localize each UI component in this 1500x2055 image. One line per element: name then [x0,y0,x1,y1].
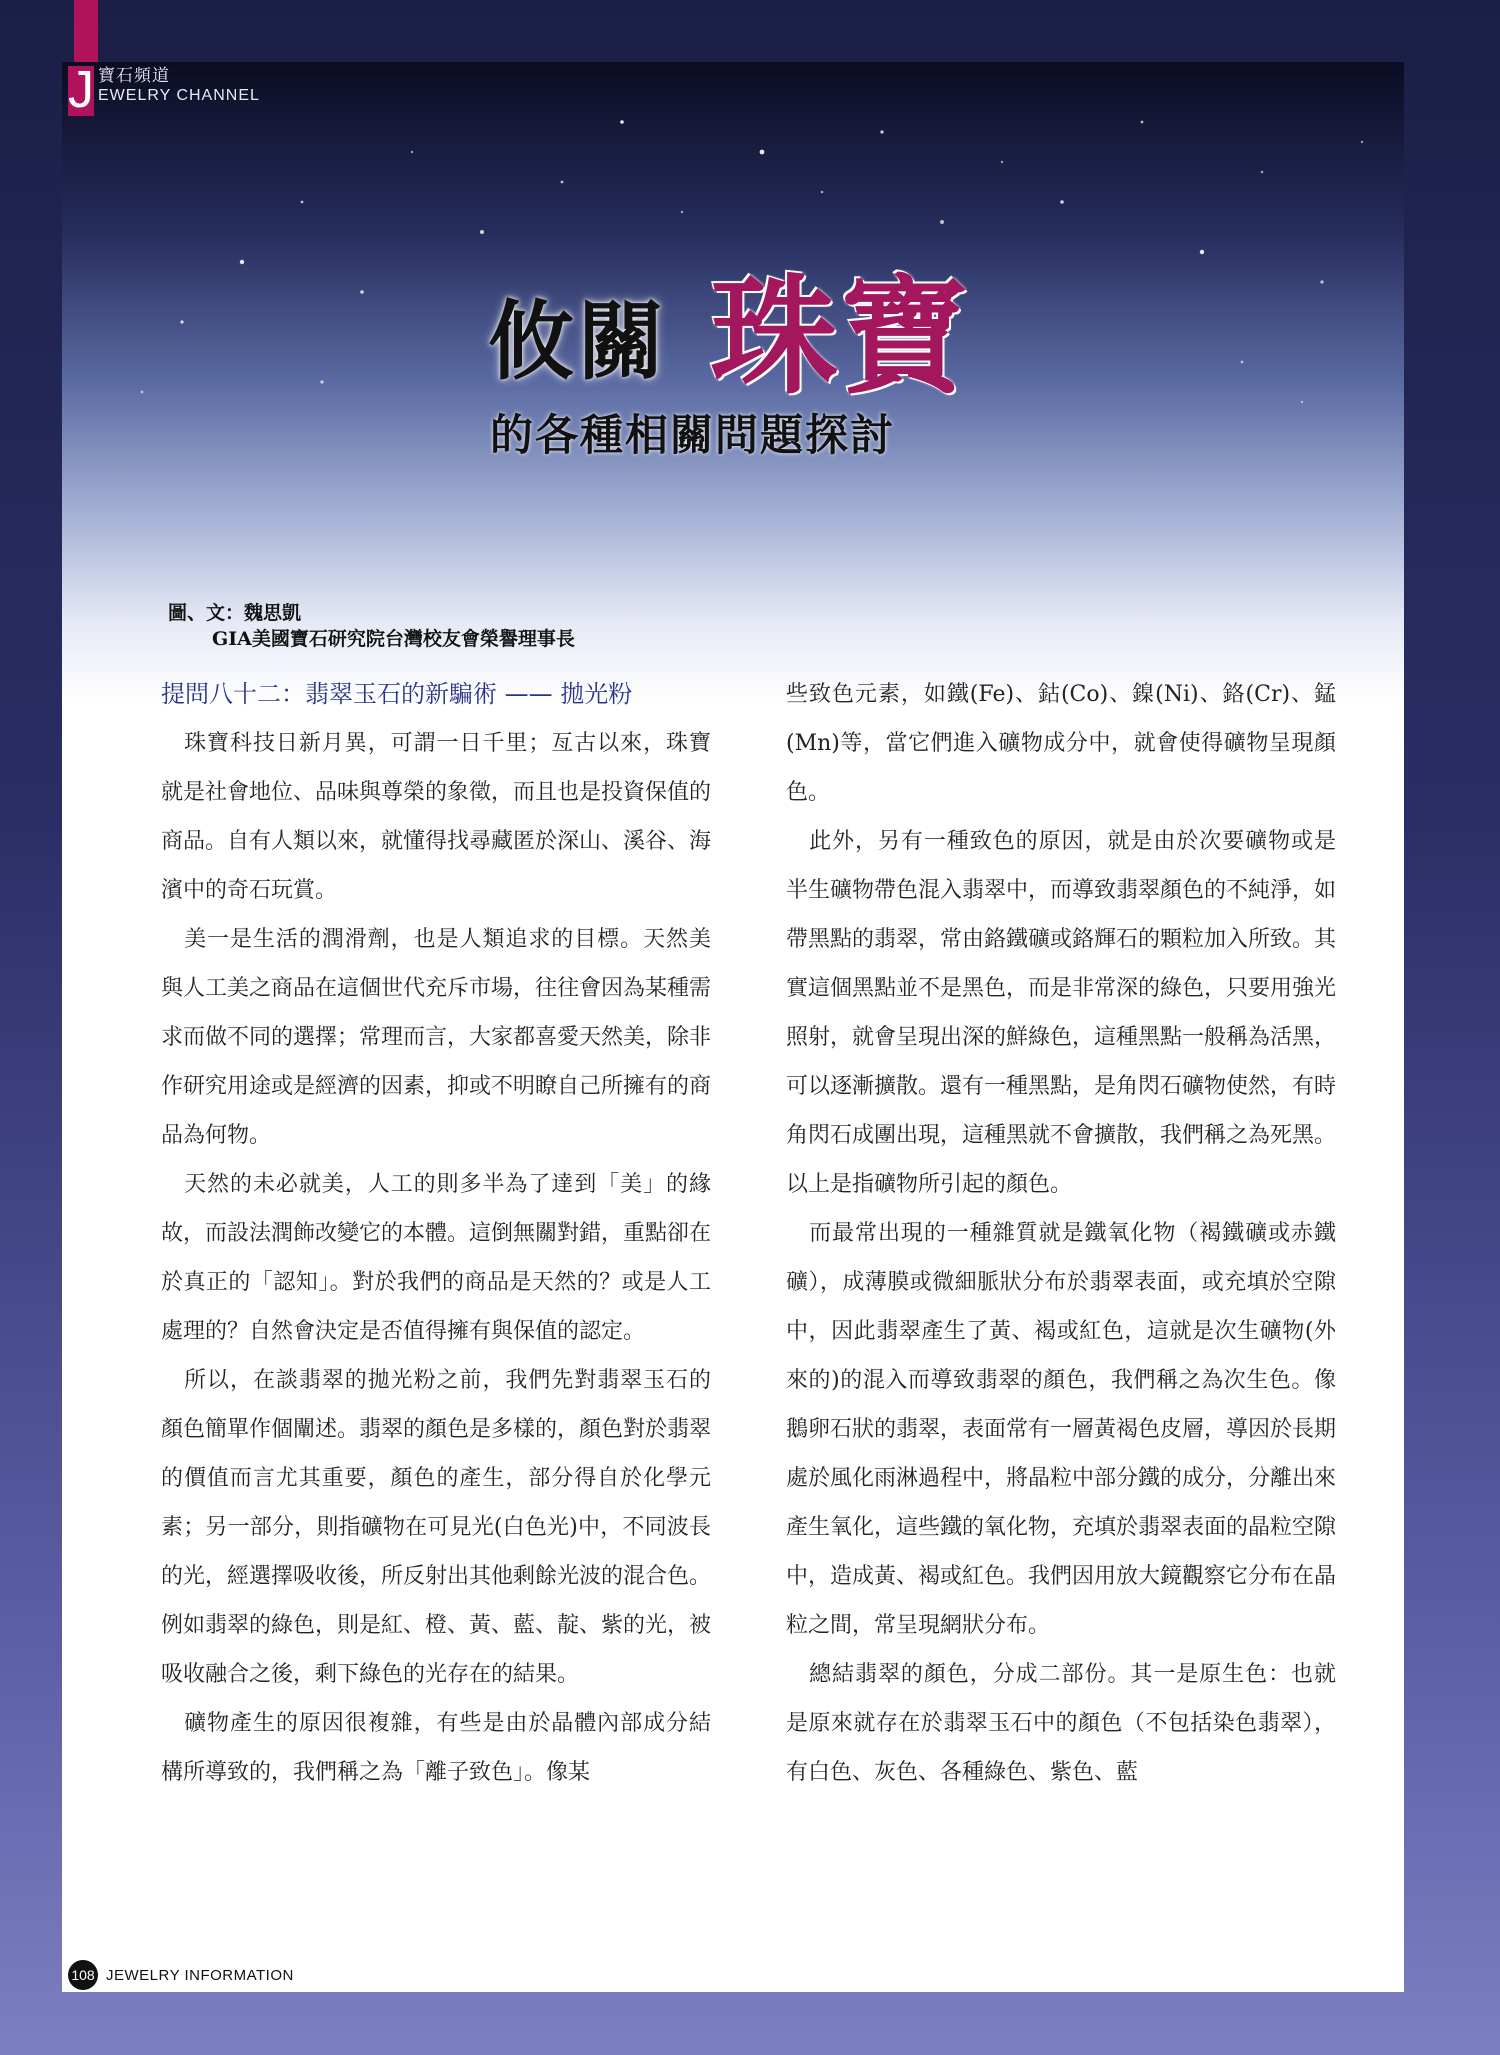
page-footer [68,1960,294,1990]
title-subtitle: 的各種相關問題探討 [490,411,895,461]
article-paragraph: 些致色元素，如鐵(Fe)、鈷(Co)、鎳(Ni)、鉻(Cr)、錳(Mn)等，當它們進入礦物成分中，就會使得礦物呈現顏色。 [786,682,1336,805]
publication-name: JEWELRY INFORMATION [106,1966,294,1984]
title-accent: 珠寶 [710,262,971,412]
article-paragraph: 珠寶科技日新月異，可謂一日千里；亙古以來，珠寶就是社會地位、品味與尊榮的象徵，而且也是投資保值的商品。自有人類以來，就懂得找尋藏匿於深山、溪谷、海濱中的奇石玩賞。 [161,731,712,903]
article-paragraph: 天然的未必就美，人工的則多半為了達到「美」的緣故，而設法潤飾改變它的本體。這倒無關對錯，重點卻在於真正的「認知」。對於我們的商品是天然的？或是人工處理的？自然會決定是否值得擁有與保值的認定。 [161,1172,712,1344]
author-credit: 圖、文：魏思凱 [168,602,302,624]
author-affiliation: GIA美國寶石研究院台灣校友會榮譽理事長 [212,628,575,650]
channel-logo [68,62,260,119]
article-paragraph: 礦物產生的原因很複雜，有些是由於晶體內部成分結構所導致的，我們稱之為「離子致色」。像某 [161,1711,711,1785]
channel-name-zh: 寶石頻道 [98,66,170,85]
article-paragraph: 而最常出現的一種雜質就是鐵氧化物（褐鐵礦或赤鐵礦），成薄膜或微細脈狀分布於翡翠表面，或充填於空隙中，因此翡翠產生了黃、褐或紅色，這就是次生礦物(外來的)的混入而導致翡翠的顏色，我們稱之為次生色。像鵝卵石狀的翡翠，表面常有一層黃褐色皮層，導因於長期處於風化雨淋過程中，將晶粒中部分鐵的成分，分離出來產生氧化，這些鐵的氧化物，充填於翡翠表面的晶粒空隙中，造成黃、褐或紅色。我們因用放大鏡觀察它分布在晶粒之間，常呈現網狀分布。 [786,1221,1337,1638]
article-column-right [786,670,1336,1797]
article-column-left [161,670,711,1797]
channel-name-en: EWELRY CHANNEL [98,87,260,104]
article-paragraph: 所以，在談翡翠的拋光粉之前，我們先對翡翠玉石的顏色簡單作個闡述。翡翠的顏色是多樣的，顏色對於翡翠的價值而言尤其重要，顏色的產生，部分得自於化學元素；另一部分，則指礦物在可見光(白色光)中，不同波長的光，經選擇吸收後，所反射出其他剩餘光波的混合色。例如翡翠的綠色，則是紅、橙、黃、藍、靛、紫的光，被吸收融合之後，剩下綠色的光存在的結果。 [161,1368,712,1687]
page-number: 108 [68,1960,98,1990]
article-paragraph: 此外，另有一種致色的原因，就是由於次要礦物或是半生礦物帶色混入翡翠中，而導致翡翠顏色的不純淨，如帶黑點的翡翠，常由鉻鐵礦或鉻輝石的顆粒加入所致。其實這個黑點並不是黑色，而是非常深的綠色，只要用強光照射，就會呈現出深的鮮綠色，這種黑點一般稱為活黑，可以逐漸擴散。還有一種黑點，是角閃石礦物使然，有時角閃石成團出現，這種黑就不會擴散，我們稱之為死黑。以上是指礦物所引起的顏色。 [786,829,1337,1197]
article-paragraph: 總結翡翠的顏色，分成二部份。其一是原生色：也就是原來就存在於翡翠玉石中的顏色（不包括染色翡翠），有白色、灰色、各種綠色、紫色、藍 [786,1662,1336,1785]
article-paragraph: 美一是生活的潤滑劑，也是人類追求的目標。天然美與人工美之商品在這個世代充斥市場，往往會因為某種需求而做不同的選擇；常理而言，大家都喜愛天然美，除非作研究用途或是經濟的因素，抑或不明瞭自己所擁有的商品為何物。 [161,927,712,1148]
title-main: 攸關 [488,291,668,392]
article-heading: 提問八十二：翡翠玉石的新騙術 —— 拋光粉 [161,680,633,708]
magazine-page [62,62,1404,1992]
channel-letter: J [68,62,94,119]
